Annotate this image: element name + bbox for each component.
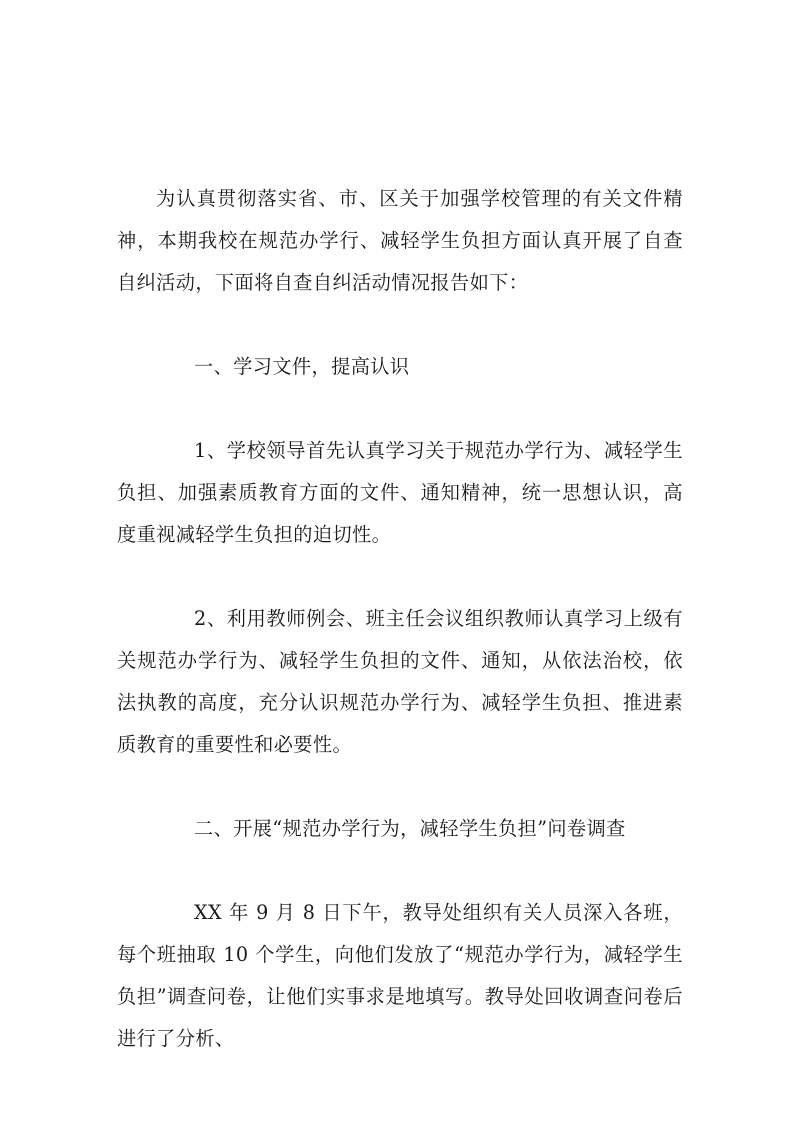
survey-paragraph: XX 年 9 月 8 日下午，教导处组织有关人员深入各班，每个班抽取 10 个学生，向他们发放了“规范办学行为，减轻学生负担”调查问卷，让他们实事求是地填写。教导处回收调查问卷后进行了分析、	[117, 901, 683, 1050]
section-heading-1: 一、学习文件，提高认识	[194, 355, 410, 378]
numbered-paragraph-2: 2、利用教师例会、班主任会议组织教师认真学习上级有关规范办学行为、减轻学生负担的文件、通知，从依法治校，依法执教的高度，充分认识规范办学行为、减轻学生负担、推进素质教育的重要性和必要性。	[117, 607, 683, 756]
intro-paragraph: 为认真贯彻落实省、市、区关于加强学校管理的有关文件精神，本期我校在规范办学行、减轻学生负担方面认真开展了自查自纠活动，下面将自查自纠活动情况报告如下：	[117, 187, 683, 294]
section-heading-2: 二、开展“规范办学行为，减轻学生负担”问卷调查	[194, 817, 626, 840]
document-page	[117, 178, 683, 1102]
numbered-paragraph-1: 1、学校领导首先认真学习关于规范办学行为、减轻学生负担、加强素质教育方面的文件、通知精神，统一思想认识，高度重视减轻学生负担的迫切性。	[117, 439, 683, 546]
